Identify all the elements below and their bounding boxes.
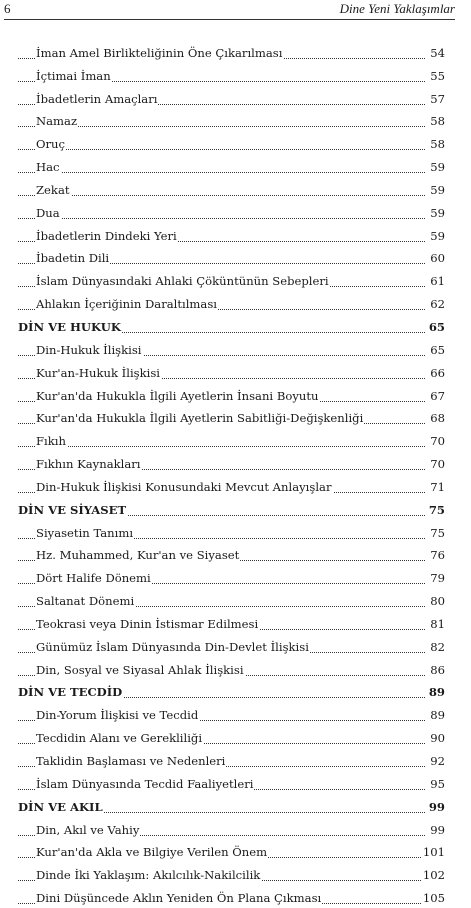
toc-page-number: 102 — [422, 868, 445, 883]
dot-leader — [18, 218, 425, 219]
toc-page-number: 61 — [430, 274, 445, 289]
dot-leader — [18, 195, 425, 196]
toc-page-number: 101 — [422, 845, 445, 860]
toc-page-number: 54 — [430, 45, 445, 60]
toc-entry — [18, 451, 445, 474]
toc-entry — [18, 154, 445, 177]
toc-entry-title: Dini Düşüncede Aklın Yeniden Ön Plana Çıkması — [36, 891, 322, 906]
toc-entry-title: Fıkhın Kaynakları — [36, 457, 141, 472]
toc-entry — [18, 520, 445, 543]
toc-entry — [18, 40, 445, 63]
toc-page-number: 70 — [430, 457, 445, 472]
toc-entry — [18, 817, 445, 840]
toc-page-number: 105 — [422, 891, 445, 906]
toc-entry — [18, 268, 445, 291]
toc-page-number: 79 — [430, 571, 445, 586]
toc-page-number: 57 — [430, 91, 445, 106]
toc-entry — [18, 611, 445, 634]
toc-entry-title: Din-Hukuk İlişkisi Konusundaki Mevcut Anlayışlar — [36, 479, 332, 494]
toc-entry-title: Tecdidin Alanı ve Gerekliliği — [36, 731, 203, 746]
toc-section-heading — [18, 794, 445, 817]
toc-page-number: 65 — [428, 319, 445, 334]
toc-entry — [18, 86, 445, 109]
toc-page-number: 68 — [430, 411, 445, 426]
toc-page-number: 80 — [430, 594, 445, 609]
toc-page-number: 58 — [430, 114, 445, 129]
toc-entry — [18, 131, 445, 154]
toc-entry — [18, 474, 445, 497]
toc-entry-title: Kur'an'da Hukukla İlgili Ayetlerin İnsani Boyutu — [36, 388, 319, 403]
toc-section-heading — [18, 314, 445, 337]
dot-leader — [18, 172, 425, 173]
toc-page-number: 59 — [430, 205, 445, 220]
toc-entry-title: İslam Dünyasında Tecdid Faaliyetleri — [36, 776, 254, 791]
toc-entry-title: Ahlakın İçeriğinin Daraltılması — [36, 297, 217, 312]
toc-page-number: 99 — [430, 822, 445, 837]
toc-entry-title: İbadetlerin Dindeki Yeri — [36, 228, 177, 243]
toc-entry — [18, 634, 445, 657]
toc-entry-title: İbadetin Dili — [36, 251, 110, 266]
toc-entry-title: Namaz — [36, 114, 78, 129]
toc-page-number: 59 — [430, 160, 445, 175]
toc-page-number: 86 — [430, 662, 445, 677]
toc-entry-title: Dua — [36, 205, 60, 220]
toc-page-number: 75 — [428, 502, 445, 517]
toc-entry-title: Günümüz İslam Dünyasında Din-Devlet İlişkisi — [36, 639, 309, 654]
toc-entry-title: Kur'an'da Hukukla İlgili Ayetlerin Sabitliği-Değişkenliği — [36, 411, 364, 426]
toc-entry-title: İman Amel Birlikteliğinin Öne Çıkarılması — [36, 45, 283, 60]
toc-entry — [18, 543, 445, 566]
toc-entry — [18, 702, 445, 725]
toc-page-number: 55 — [430, 68, 445, 83]
toc-entry — [18, 885, 445, 908]
dot-leader — [18, 149, 425, 150]
toc-section-heading — [18, 497, 445, 520]
toc-entry — [18, 428, 445, 451]
toc-page-number: 65 — [430, 342, 445, 357]
toc-entry-title: DİN VE HUKUK — [18, 319, 121, 334]
header-rule — [4, 19, 455, 20]
toc-entry-title: Saltanat Dönemi — [36, 594, 135, 609]
page-number: 6 — [4, 1, 11, 16]
toc-entry — [18, 200, 445, 223]
toc-entry — [18, 177, 445, 200]
toc-page-number: 81 — [430, 616, 445, 631]
toc-entry — [18, 565, 445, 588]
toc-entry-title: Oruç — [36, 137, 66, 152]
toc-page-number: 82 — [430, 639, 445, 654]
toc-entry — [18, 383, 445, 406]
toc-page-number: 62 — [430, 297, 445, 312]
toc-page-number: 71 — [430, 479, 445, 494]
dot-leader — [18, 126, 425, 127]
toc-entry-title: Hac — [36, 160, 60, 175]
toc-page-number: 92 — [430, 754, 445, 768]
toc-entry — [18, 246, 445, 269]
toc-entry — [18, 771, 445, 794]
toc-page-number: 59 — [430, 228, 445, 243]
toc-page-number: 90 — [430, 731, 445, 746]
running-title: Dine Yeni Yaklaşımlar — [339, 1, 455, 16]
toc-entry-title: Dört Halife Dönemi — [36, 571, 151, 586]
toc-entry — [18, 223, 445, 246]
toc-page-number: 66 — [430, 365, 445, 380]
toc-entry — [18, 862, 445, 885]
toc-entry-title: Zekat — [36, 182, 70, 197]
toc-entry-title: DİN VE AKIL — [18, 799, 103, 814]
toc-page-number: 70 — [430, 434, 445, 449]
toc-entry — [18, 337, 445, 360]
toc-entry — [18, 725, 445, 748]
toc-entry-title: İbadetlerin Amaçları — [36, 91, 158, 106]
toc-entry-title: Siyasetin Tanımı — [36, 525, 134, 540]
toc-entry — [18, 588, 445, 611]
toc-entry-title: Din, Akıl ve Vahiy — [36, 822, 140, 837]
toc-page-number: 89 — [430, 708, 445, 723]
page-header — [0, 0, 471, 22]
toc-entry — [18, 109, 445, 132]
toc-entry-title: Dinde İki Yaklaşım: Akılcılık-Nakilcilik — [36, 868, 261, 883]
toc-page-number: 60 — [430, 251, 445, 266]
toc-entry — [18, 406, 445, 429]
toc-page-number: 89 — [428, 685, 445, 700]
toc-entry — [18, 360, 445, 383]
toc-page-number: 58 — [430, 137, 445, 152]
dot-leader — [18, 446, 425, 447]
toc-entry-title: Din, Sosyal ve Siyasal Ahlak İlişkisi — [36, 662, 244, 677]
toc-page-number: 67 — [430, 388, 445, 403]
toc-entry — [18, 291, 445, 314]
toc-page-number: 75 — [430, 525, 445, 540]
toc-page-number: 76 — [430, 548, 445, 563]
toc-entry-title: Kur'an-Hukuk İlişkisi — [36, 365, 161, 380]
toc-entry-title: İçtimai İman — [36, 68, 111, 83]
toc-entry-title: DİN VE SİYASET — [18, 502, 127, 517]
toc-entry-title: Teokrasi veya Dinin İstismar Edilmesi — [36, 616, 259, 631]
toc-entry-title: Din-Yorum İlişkisi ve Tecdid — [36, 708, 199, 723]
toc-page-number: 99 — [428, 799, 445, 814]
toc-entry — [18, 840, 445, 863]
toc-page-number: 59 — [430, 182, 445, 197]
toc-entry-title: Din-Hukuk İlişkisi — [36, 342, 142, 357]
toc-page-number: 95 — [430, 776, 445, 791]
toc-entry — [18, 657, 445, 680]
toc-entry-title: Taklidin Başlaması ve Nedenleri — [36, 754, 226, 768]
toc-entry — [18, 63, 445, 86]
toc-entry-title: İslam Dünyasındaki Ahlaki Çöküntünün Sebepleri — [36, 274, 329, 289]
toc-entry-title: Hz. Muhammed, Kur'an ve Siyaset — [36, 548, 240, 563]
toc-entry-title: Kur'an'da Akla ve Bilgiye Verilen Önem — [36, 845, 268, 860]
toc-entry-title: DİN VE TECDİD — [18, 685, 123, 700]
toc-section-heading — [18, 680, 445, 703]
toc-entry-title: Fıkıh — [36, 434, 66, 449]
table-of-contents — [18, 40, 445, 908]
